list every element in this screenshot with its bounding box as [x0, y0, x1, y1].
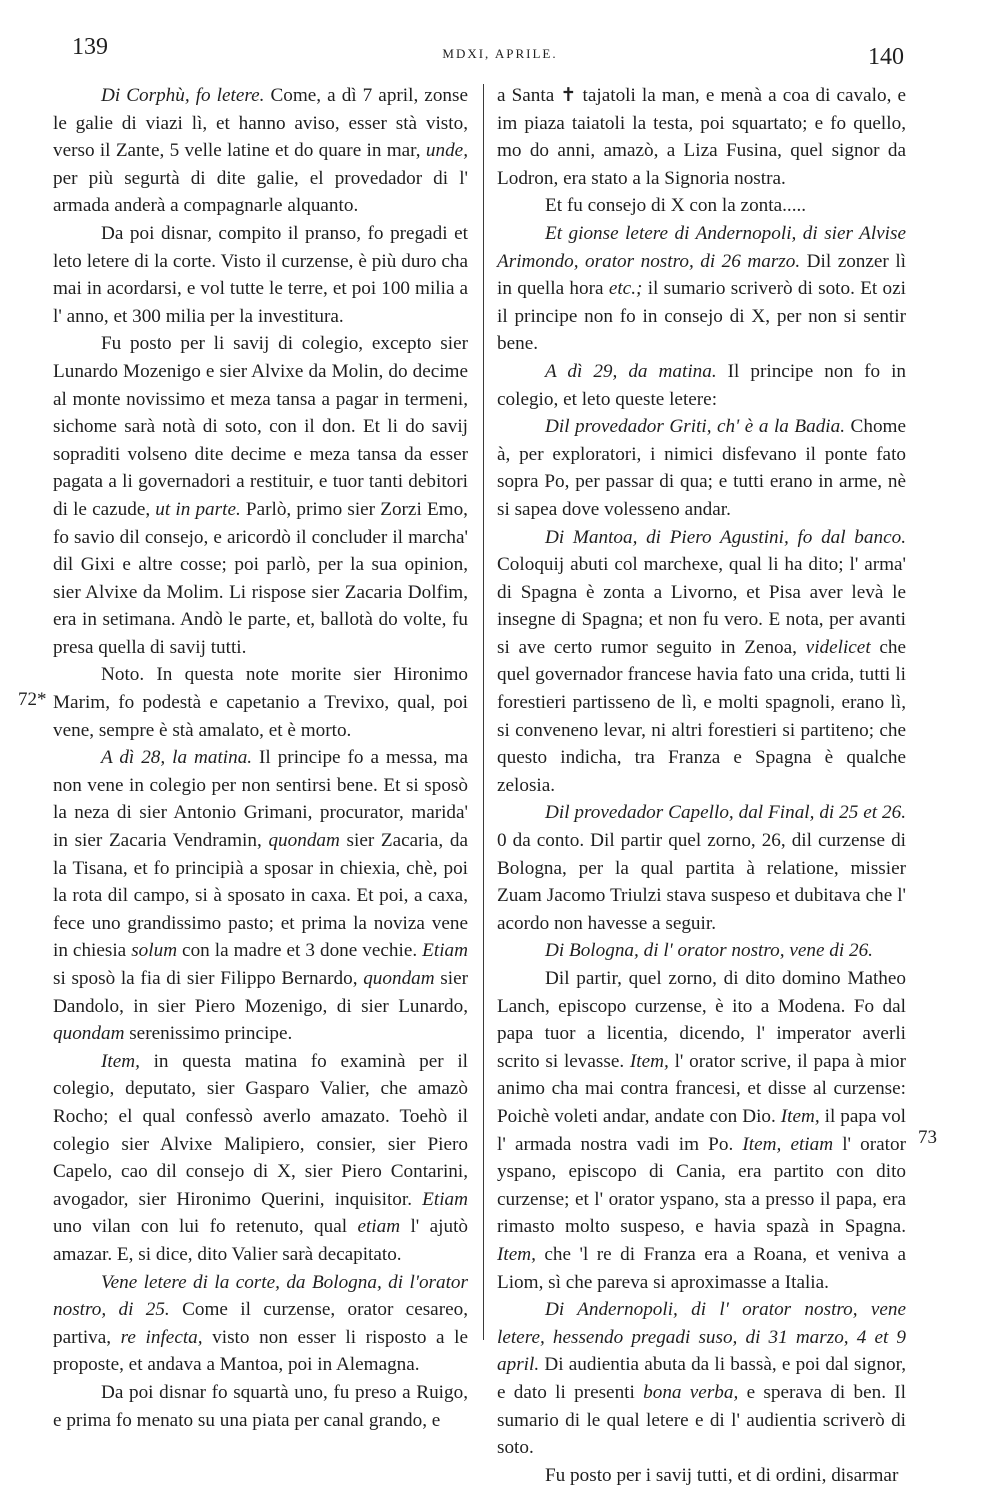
paragraph — [53, 220, 468, 330]
text-run: l' orator yspano, episcopo di Cania, era partito con dito curzense; et l' orator yspano, sta a presso il papa, era rimasto molto suspeso, e havia spazà in Spagna. — [497, 1133, 906, 1238]
text-run: Il principe non fo in colegio, et leto queste letere: — [497, 360, 906, 410]
paragraph — [497, 358, 906, 413]
italic-text: quondam — [268, 830, 340, 852]
italic-text: Di Corphù, fo letere. — [101, 85, 265, 106]
paragraph — [497, 192, 906, 220]
italic-text: re infecta, — [120, 1326, 203, 1348]
column-divider — [483, 84, 484, 1340]
italic-text: ut in parte. — [155, 498, 241, 520]
italic-text: quondam — [53, 1023, 125, 1045]
text-run: Il principe fo a messa, ma non vene in colegio per non sentirsi bene. Et si sposò la neza di sier Antonio Grimani, procurator, marida' in sier Zacaria Vendramin, — [53, 747, 468, 852]
text-run: sier Dandolo, in sier Piero Mozenigo, di sier Lunardo, — [53, 968, 468, 1017]
italic-text: Etiam — [422, 940, 468, 962]
text-run: Fu posto per i savij tutti, et di ordini, disarmar — [545, 1464, 899, 1486]
italic-text: Item, — [629, 1050, 669, 1072]
text-run: che quel governador francese havia fato una crida, tutti li forestieri partisseno de lì, e molti spagnoli, erano lì, si conveneno levar, ni altri forestieri si partiteno; che questo indicha, tra Franza e Spagna è qualche zelosia. — [497, 636, 906, 796]
paragraph — [497, 1462, 906, 1489]
paragraph — [497, 937, 906, 965]
text-run: Coloquij abuti col marchexe, qual li ha dito; l' arma' di Spagna è zonta a Livorno, et Pisa aver levà le insegne di Spagna; et non fu vero. E nota, per avanti si ave certo rumor seguito in Zenoa, — [497, 554, 906, 658]
text-run: Da poi disnar, compito il pranso, fo pregadi et leto letere di la corte. Visto il curzense, è più duro cha mai in acordarsi, e vol tutte le terre, et poi 100 milia a l' anno, et 300 milia per la investitura. — [53, 222, 468, 327]
paragraph — [53, 1269, 468, 1379]
paragraph — [497, 965, 906, 1296]
text-run: che 'l re di Franza era a Roana, et veniva a Liom, sì che pareva si aproximasse a Italia. — [497, 1243, 906, 1293]
italic-text: A dì 28, la matina. — [101, 747, 253, 769]
paragraph — [497, 82, 906, 192]
text-run: Chome à, per exploratori, i nimici disfevano il ponte fato sopra Po, per passar di qua; e tutti erano in arme, nè si sapea dove volesseno andar. — [497, 416, 906, 520]
margin-note-left: 72* — [18, 689, 47, 710]
text-run: Fu posto per li savij di colegio, excepto sier Lunardo Mozenigo e sier Alvixe da Molin, do decime al monte novissimo et meza tansa a pagar in termeni, sichome sarà notà di soto, con il don. Et li do savij sopraditi volseno dite decime e meza tansa da esser pagata a li governadori a restituir, e tuor tanti debitori di le cazude, — [53, 333, 468, 520]
text-run: serenissimo principe. — [124, 1023, 293, 1045]
italic-text: Item, — [101, 1050, 140, 1072]
text-run: e sperava di ben. Il sumario di le qual letere e di l' audientia scriverò di soto. — [497, 1381, 906, 1459]
text-run: Dil partir, quel zorno, di dito domino Matheo Lanch, episcopo curzense, è ito a Modena. Fo dal papa tuor a licentia, dicendo, l' imperator averli scrito si levasse. — [497, 968, 906, 1072]
paragraph — [497, 220, 906, 358]
italic-text: quondam — [363, 968, 435, 989]
text-run: uno vilan con lui fo retenuto, qual — [53, 1216, 358, 1238]
paragraph — [53, 82, 468, 220]
text-run: Di audientia abuta da li bassà, e poi dal signor, e dato li presenti — [497, 1354, 906, 1403]
paragraph — [497, 524, 906, 800]
italic-text: etiam — [357, 1216, 401, 1238]
paragraph — [53, 744, 468, 1048]
paragraph — [53, 330, 468, 661]
text-run: Da poi disnar fo squartà uno, fu preso a Ruigo, e prima fo menato su una piata per canal grando, e — [53, 1381, 468, 1431]
text-run: il sumario scriverò di soto. Et ozi il principe non fo in consejo di X, per non si sentir bene. — [497, 278, 906, 355]
italic-text: Di Andernopoli, di l' orator nostro, vene letere, hessendo pregadi suso, di 31 marzo, 4 et 9 april. — [497, 1299, 906, 1376]
italic-text: Item, etiam — [742, 1133, 834, 1155]
italic-text: Vene letere di la corte, da Bologna, di l'orator nostro, di 25. — [53, 1271, 468, 1321]
text-run: il papa vol l' armada nostra vadi im Po. — [497, 1105, 907, 1155]
italic-text: Di Bologna, di l' orator nostro, vene di 26. — [545, 940, 873, 962]
running-head: MDXI, APRILE. — [442, 46, 558, 61]
text-run: l' ajutò amazar. E, si dice, dito Valier sarà decapitato. — [53, 1216, 468, 1265]
text-run: Et fu consejo di X con la zonta..... — [545, 195, 807, 217]
italic-text: A dì 29, da matina. — [545, 360, 717, 382]
text-run: Come il curzense, orator cesareo, partiva, — [53, 1299, 468, 1348]
text-run: Dil zonzer lì in quella hora — [497, 250, 906, 300]
italic-text: solum — [131, 940, 178, 962]
paragraph — [53, 1048, 468, 1269]
italic-text: Dil provedador Griti, ch' è a la Badia. — [545, 416, 846, 438]
paragraph — [53, 661, 468, 744]
text-run: Parlò, primo sier Zorzi Emo, fo savio dil consejo, e aricordò il concluder il marcha' dil Gixi e altre cosse; poi parlò, per la sua opinion, sier Alvixe da Molim. Li rispose sier Zacaria Dolfim, era in setimana. Andò le parte, et, ballotà do volte, fu presa quella di savij tutti. — [53, 498, 468, 658]
text-run: 0 da conto. Dil partir quel zorno, 26, dil curzense di Bologna, per la qual partita à relatione, missier Zuam Jacomo Triulzi stava suspeso et dubitava che l' acordo non havesse a seguir. — [497, 830, 906, 934]
italic-text: Et gionse letere di Andernopoli, di sier Alvise Arimondo, orator nostro, di 26 marzo. — [497, 222, 906, 272]
italic-text: Item, — [780, 1105, 820, 1127]
italic-text: Di Mantoa, di Piero Agustini, fo dal banco. — [545, 526, 906, 548]
paragraph — [497, 1296, 906, 1462]
text-run: in questa matina fo examinà per il colegio, deputato, sier Gasparo Valier, che amazò Rocho; el qual confessò averlo amazato. Toehò il colegio sier Alvixe Malipiero, consier, sier Piero Capelo, cao dil consejo di X, sier Piero Contarini, avogador, sier Hironimo Querini, inquisitor. — [53, 1050, 468, 1210]
text-run: Come, a dì 7 april, zonse le galie di viazi lì, et hanno aviso, esser stà visto, verso il Zante, 5 velle latine et do quare in mar, — [53, 85, 468, 162]
text-run: Noto. In questa note morite sier Hironimo Marim, fo podestà e capetanio a Trevixo, qual, poi vene, sempre è stà amalato, et è morto. — [53, 664, 468, 741]
paragraph — [497, 799, 906, 937]
paragraph — [53, 1379, 468, 1434]
left-column — [53, 82, 468, 1434]
text-run: l' orator scrive, il papa à mior animo cha mai contra francesi, et disse al curzense: Poichè voleti andar, andate con Dio. — [497, 1050, 906, 1127]
text-run: a Santa ✝ tajatoli la man, e menà a coa di cavalo, e im piaza taiatoli la testa, poi squartato; e fo quello, mo do anni, amazò, a Liza Fusina, quel signor da Lodron, era stato a la Signoria nostra. — [497, 85, 906, 189]
page-number-left: 139 — [72, 34, 108, 60]
italic-text: videlicet — [805, 636, 871, 658]
italic-text: Dil provedador Capello, dal Final, di 25 et 26. — [545, 802, 906, 824]
text-run: sier Zacaria, da la Tisana, et fo principià a sposar in chiexia, chè, poi la rota dil campo, si à sposato in caxa. Et poi, a caxa, fece uno grandissimo pasto; et prima la noviza vene in chiesia — [53, 830, 468, 962]
margin-note-right: 73 — [918, 1127, 937, 1148]
text-run: si sposò la fia di sier Filippo Bernardo, — [53, 968, 364, 989]
italic-text: Etiam — [422, 1188, 468, 1210]
italic-text: etc.; — [608, 278, 643, 300]
text-run: con la madre et 3 done vechie. — [177, 940, 423, 962]
text-run: per più segurtà di dite galie, el provedador di l' armada anderà a compagnarle alquanto. — [53, 167, 468, 217]
right-column — [497, 82, 906, 1489]
italic-text: Item, — [497, 1243, 536, 1265]
page-header — [0, 0, 1000, 80]
text-run: visto non esser li risposto a le proposte, et andava a Mantoa, poi in Alemagna. — [53, 1326, 469, 1376]
paragraph — [497, 413, 906, 523]
italic-text: bona verba, — [643, 1381, 739, 1403]
italic-text: unde, — [425, 140, 468, 162]
page-number-right: 140 — [868, 44, 904, 70]
